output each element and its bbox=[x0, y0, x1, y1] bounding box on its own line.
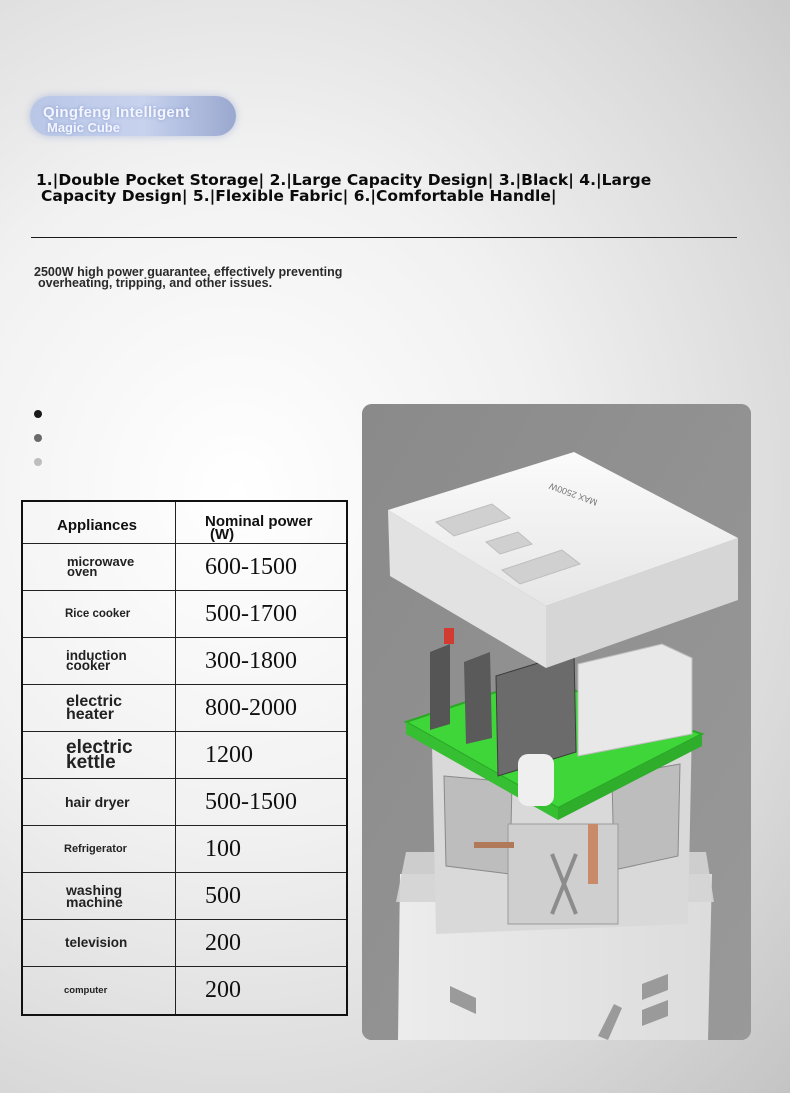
appliance-power: 300-1800 bbox=[205, 647, 297, 674]
appliance-name: computer bbox=[64, 984, 108, 996]
table-row bbox=[23, 919, 346, 966]
brand-name-line2: Magic Cube bbox=[47, 120, 120, 135]
table-header-row bbox=[23, 502, 346, 543]
power-description-line1: 2500W high power guarantee, effectively preventing bbox=[34, 265, 343, 279]
pagination-dot-2 bbox=[34, 434, 42, 442]
table-row bbox=[23, 731, 346, 778]
appliance-power: 500-1500 bbox=[205, 788, 297, 815]
table-row bbox=[23, 778, 346, 825]
appliance-name: television bbox=[65, 935, 128, 950]
appliance-name: electric kettle bbox=[66, 737, 133, 773]
pagination-dot-1 bbox=[34, 410, 42, 418]
header-nominal-power-line2: (W) bbox=[210, 526, 235, 543]
header-nominal-power-line1: Nominal power bbox=[205, 513, 313, 530]
appliance-power: 600-1500 bbox=[205, 553, 297, 580]
max-power-label: MAX 2500W bbox=[547, 480, 599, 508]
table-row bbox=[23, 825, 346, 872]
appliance-name: Rice cooker bbox=[65, 608, 131, 620]
appliance-power: 800-2000 bbox=[205, 694, 297, 721]
appliance-power: 200 bbox=[205, 977, 241, 1003]
appliance-power-table bbox=[21, 500, 348, 1016]
header-nominal-power bbox=[205, 515, 335, 541]
table-row bbox=[23, 637, 346, 684]
appliance-name: electric heater bbox=[66, 693, 123, 723]
brand-name-line1: Qingfeng Intelligent bbox=[43, 104, 190, 121]
appliance-power: 100 bbox=[205, 835, 241, 862]
appliance-name: washing machine bbox=[66, 882, 123, 910]
appliance-name: Refrigerator bbox=[64, 843, 127, 855]
appliance-power: 500 bbox=[205, 882, 241, 909]
pagination-dot-3 bbox=[34, 458, 42, 466]
appliance-name: hair dryer bbox=[65, 794, 130, 810]
product-cutaway-image bbox=[362, 404, 751, 1040]
power-description bbox=[34, 267, 414, 289]
feature-list-line1: 1.|Double Pocket Storage| 2.|Large Capacity Design| 3.|Black| 4.|Large bbox=[36, 171, 652, 189]
table-row bbox=[23, 872, 346, 919]
table-row bbox=[23, 543, 346, 590]
table-row bbox=[23, 684, 346, 731]
header-appliances: Appliances bbox=[57, 517, 138, 534]
appliance-name: induction cooker bbox=[66, 648, 127, 673]
appliance-power: 200 bbox=[205, 929, 241, 956]
feature-list bbox=[36, 172, 716, 204]
table-row bbox=[23, 966, 346, 1014]
table-row bbox=[23, 590, 346, 637]
appliance-power: 1200 bbox=[205, 741, 253, 768]
divider bbox=[31, 237, 737, 238]
feature-list-line2: Capacity Design| 5.|Flexible Fabric| 6.|Comfortable Handle| bbox=[41, 187, 557, 205]
appliance-name: microwave oven bbox=[67, 554, 135, 579]
power-description-line2: overheating, tripping, and other issues. bbox=[38, 276, 273, 290]
appliance-power: 500-1700 bbox=[205, 600, 297, 627]
socket-illustration bbox=[362, 404, 751, 1040]
